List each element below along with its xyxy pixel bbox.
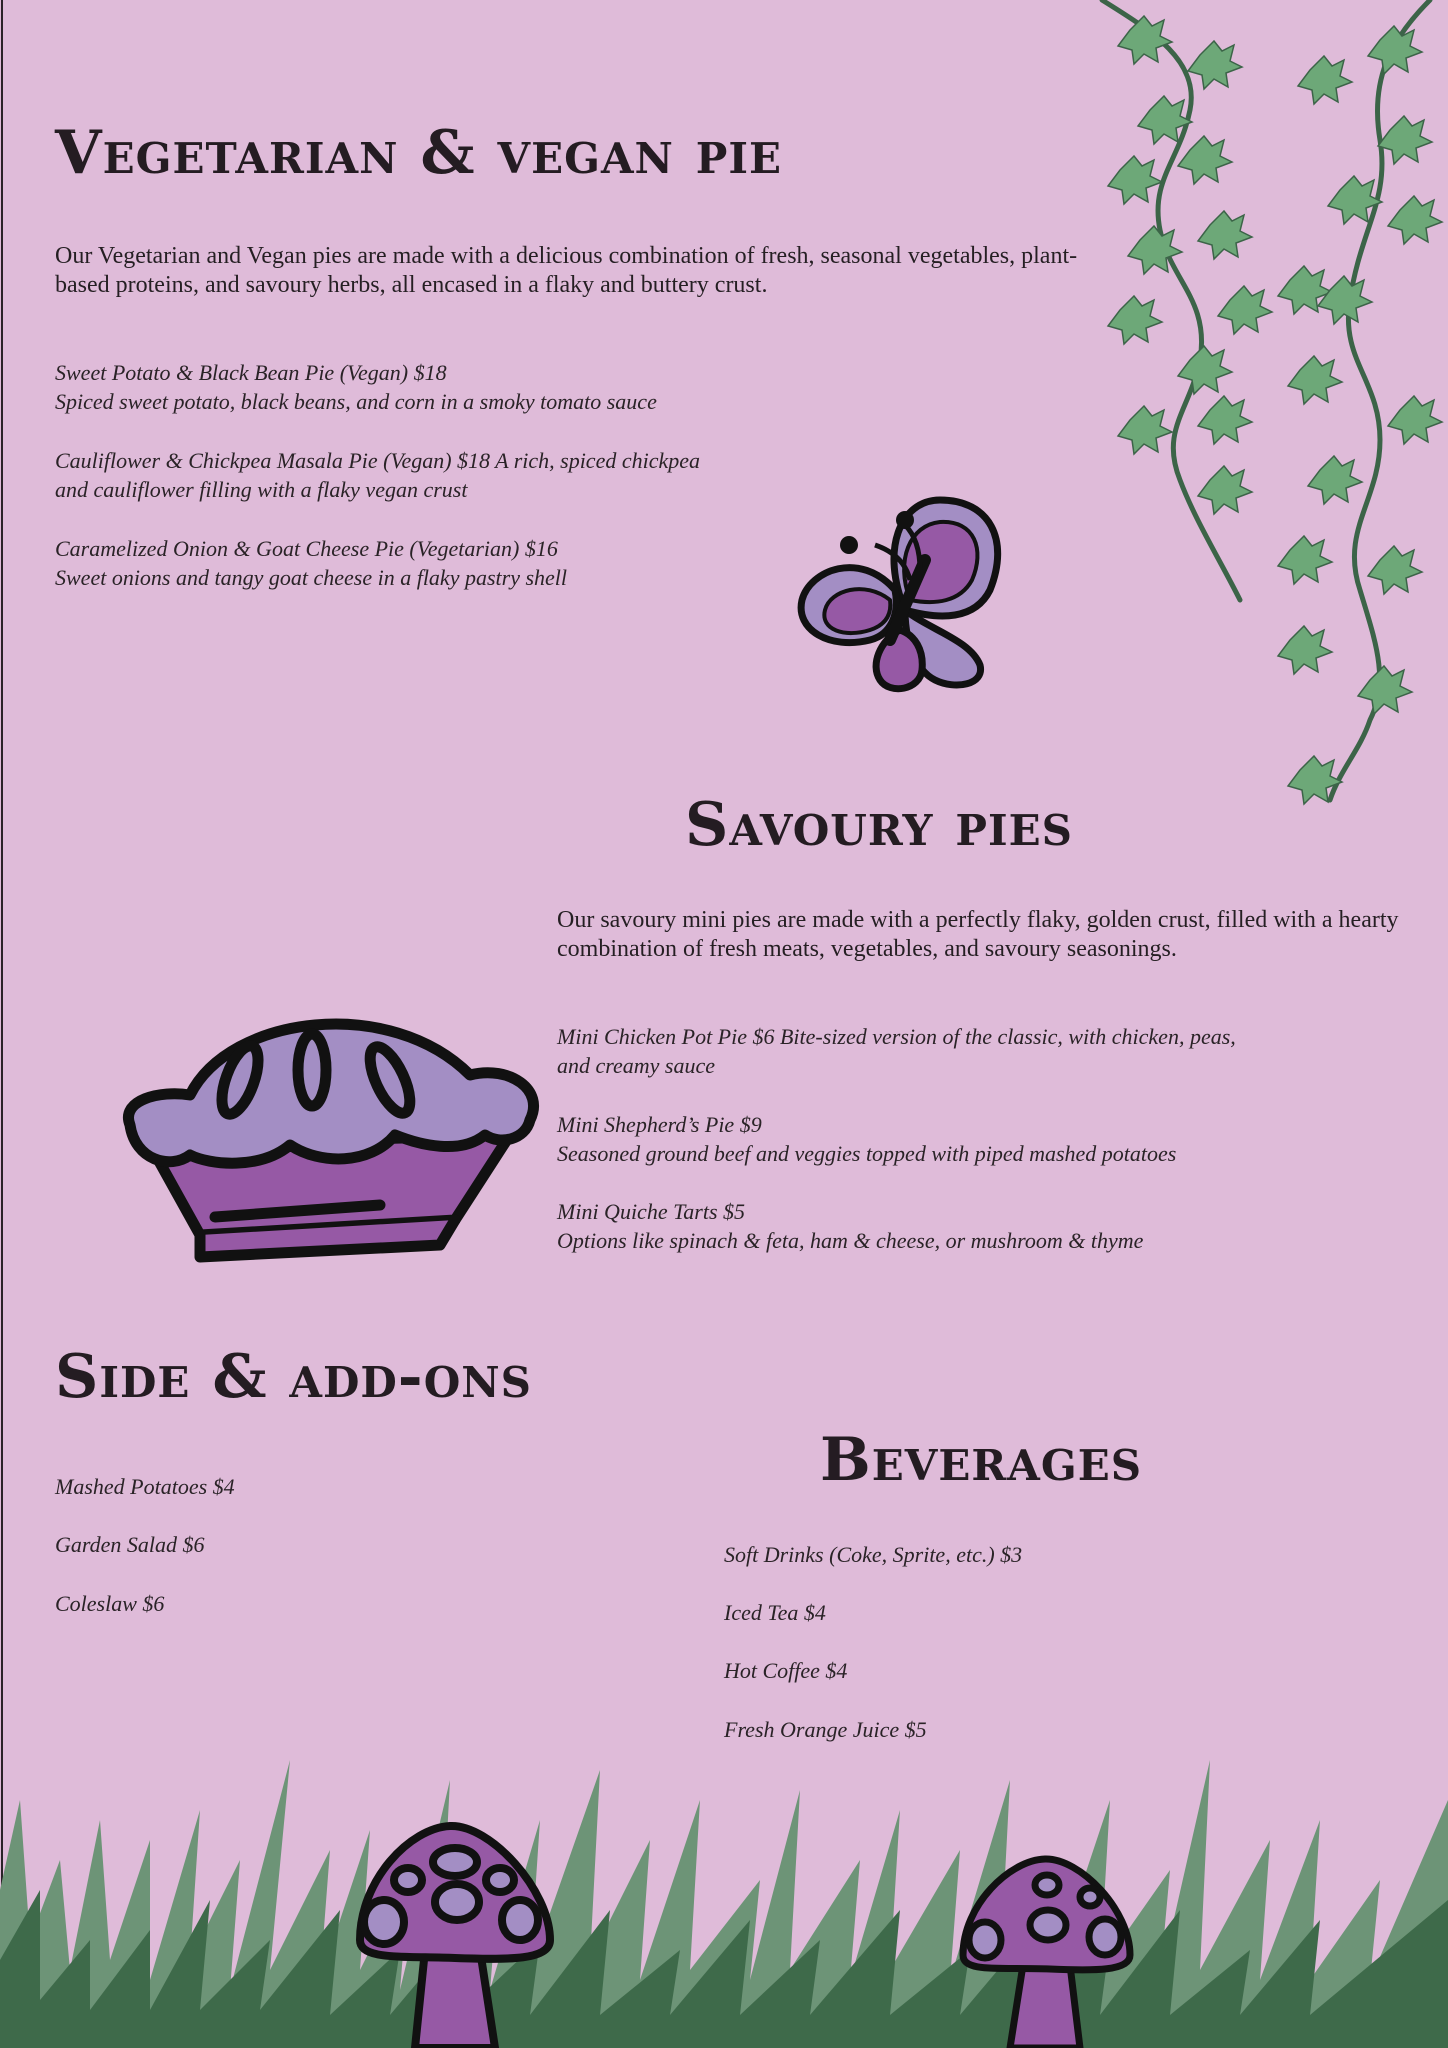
item-description: Options like spinach & feta, ham & cheese, or mushroom & thyme [557,1228,1144,1253]
item-description: Spiced sweet potato, black beans, and corn in a smoky tomato sauce [55,389,657,414]
vegetarian-intro: Our Vegetarian and Vegan pies are made with a delicious combination of fresh, seasonal vegetables, plant-based proteins, and savoury herbs, all encased in a flaky and buttery crust. [55,243,1078,298]
list-item: Iced Tea $4 [724,1600,826,1625]
sides-title: Side & add-ons [55,1342,533,1412]
list-item [55,534,855,592]
pie-icon [90,995,550,1265]
list-item: Mashed Potatoes $4 [55,1474,235,1499]
mushroom-icon [350,1820,560,2048]
item-title: Mini Shepherd’s Pie $9 [557,1112,762,1137]
list-item: Hot Coffee $4 [724,1658,848,1683]
list-item [557,1197,1417,1255]
savoury-title: Savoury pies [685,790,1073,860]
list-item [557,1110,1417,1168]
list-item [55,446,855,504]
item-description: and cauliflower filling with a flaky vegan crust [55,477,468,502]
savoury-intro: Our savoury mini pies are made with a perfectly flaky, golden crust, filled with a hearty combination of fresh meats, vegetables, and savoury seasonings. [557,907,1399,962]
grass-icon [0,1740,1448,2048]
vegetarian-title: Vegetarian & vegan pie [55,118,783,188]
ivy-vine-icon [1090,0,1448,820]
item-description: and creamy sauce [557,1053,716,1078]
beverages-title: Beverages [820,1425,1143,1495]
item-title: Sweet Potato & Black Bean Pie (Vegan) $18 [55,360,447,385]
item-title: Mini Quiche Tarts $5 [557,1199,746,1224]
list-item: Garden Salad $6 [55,1532,205,1557]
item-title: Mini Chicken Pot Pie $6 Bite-sized version of the classic, with chicken, peas, [557,1024,1236,1049]
item-title: Cauliflower & Chickpea Masala Pie (Vegan) $18 A rich, spiced chickpea [55,448,701,473]
mushroom-icon [955,1855,1135,2048]
item-description: Seasoned ground beef and veggies topped with piped mashed potatoes [557,1141,1177,1166]
list-item: Fresh Orange Juice $5 [724,1717,927,1742]
list-item: Coleslaw $6 [55,1591,165,1616]
list-item [557,1022,1417,1080]
list-item: Soft Drinks (Coke, Sprite, etc.) $3 [724,1542,1023,1567]
list-item [55,358,855,416]
item-title: Caramelized Onion & Goat Cheese Pie (Vegetarian) $16 [55,536,558,561]
butterfly-icon [790,490,1020,700]
item-description: Sweet onions and tangy goat cheese in a flaky pastry shell [55,565,568,590]
